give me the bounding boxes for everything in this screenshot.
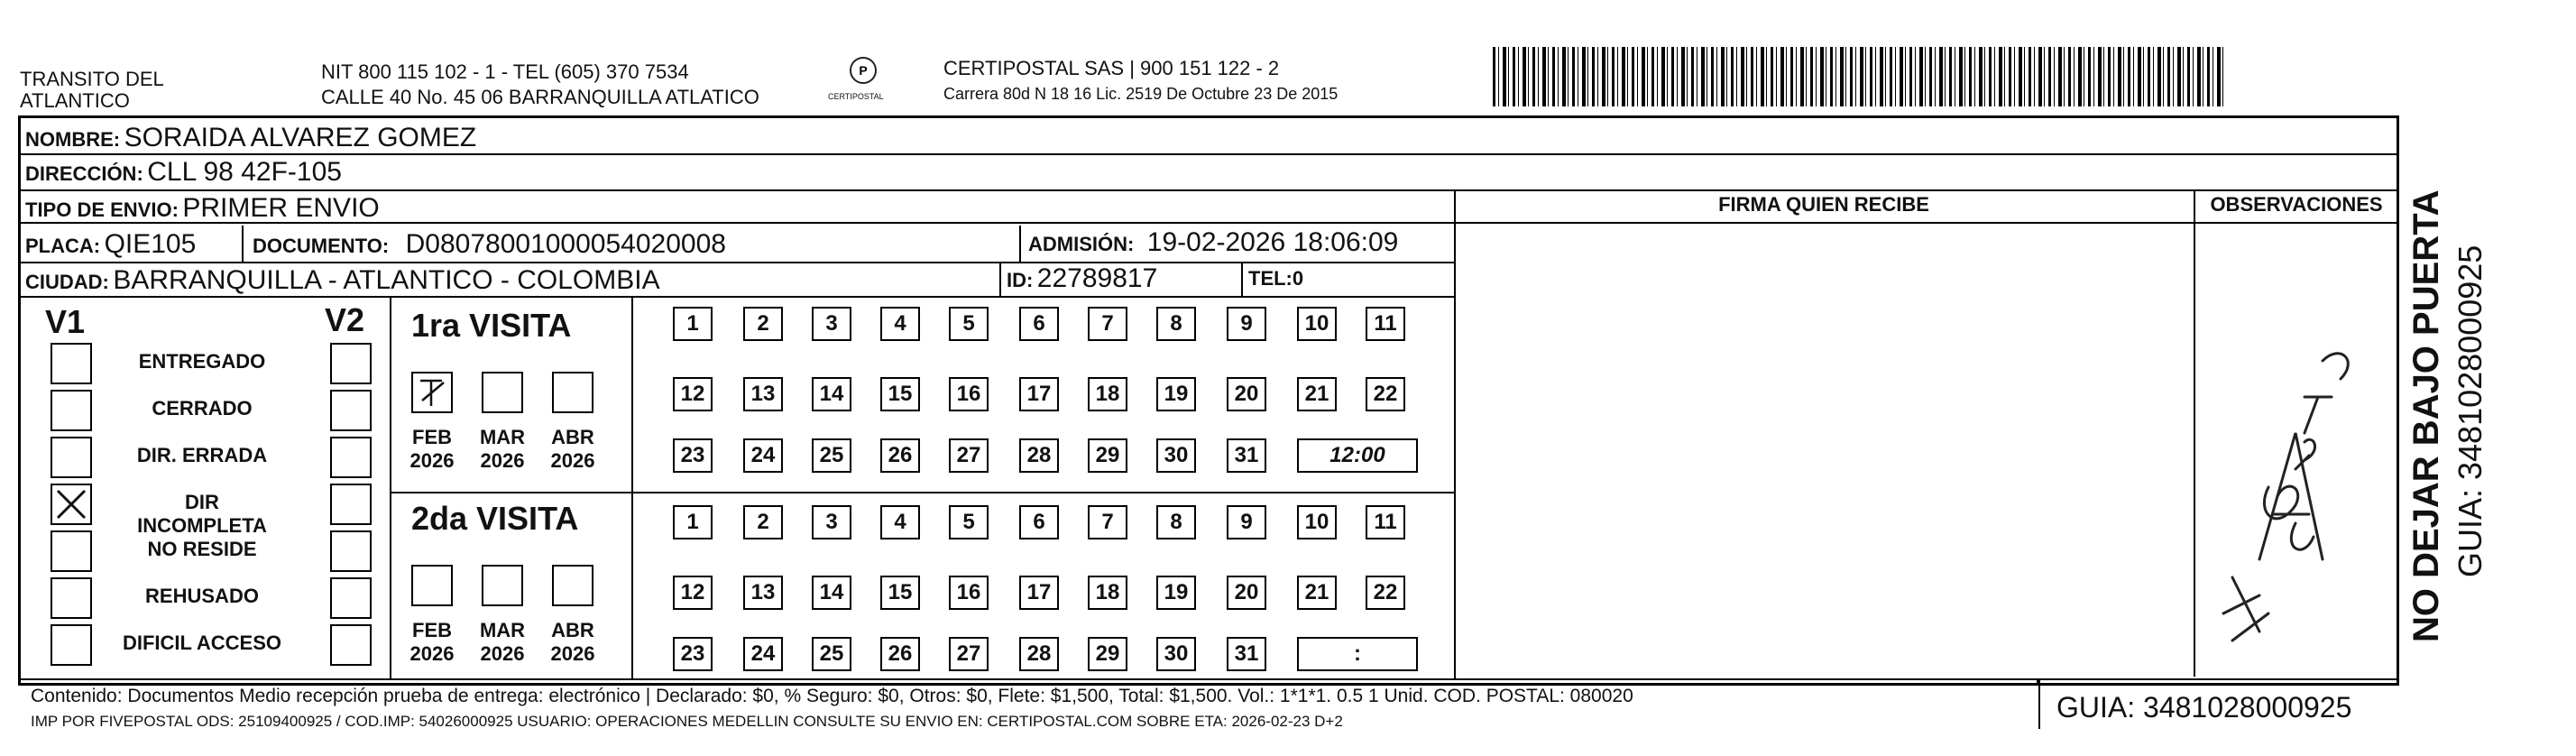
month-year: 2026: [409, 449, 455, 472]
first-visit-day-box[interactable]: 11: [1366, 307, 1405, 341]
month-year: 2026: [480, 642, 525, 665]
second-visit-day-box[interactable]: 2: [743, 505, 783, 539]
second-visit-day-box[interactable]: 20: [1227, 576, 1266, 610]
month-year: 2026: [480, 449, 525, 472]
sender-line2: ATLANTICO: [20, 89, 130, 112]
id-value: 22789817: [1036, 263, 1158, 293]
tel-row: [1248, 267, 1303, 290]
second-visit-day-box[interactable]: 30: [1156, 637, 1196, 671]
first-visit-day-box[interactable]: 19: [1156, 377, 1196, 411]
month-name: ABR: [551, 426, 594, 448]
id-label: ID:: [1007, 269, 1034, 291]
second-visit-day-box[interactable]: 15: [880, 576, 920, 610]
second-visit-label: 2da VISITA: [411, 500, 579, 537]
month-year: 2026: [409, 642, 455, 665]
svg-text:P: P: [859, 63, 868, 78]
v2-checkbox[interactable]: [330, 484, 372, 525]
ciudad-row: [25, 265, 660, 296]
second-visit-day-box[interactable]: 31: [1227, 637, 1266, 671]
observaciones-header: OBSERVACIONES: [2210, 193, 2383, 216]
first-visit-day-box[interactable]: 7: [1088, 307, 1127, 341]
v2-checkbox[interactable]: [330, 577, 372, 619]
ciudad-value: BARRANQUILLA - ATLANTICO - COLOMBIA: [113, 265, 660, 295]
second-visit-day-box[interactable]: 24: [743, 637, 783, 671]
v1-label: V1: [45, 303, 86, 340]
second-visit-day-box[interactable]: 21: [1297, 576, 1337, 610]
second-visit-month-checkbox[interactable]: [411, 565, 453, 606]
first-visit-day-box[interactable]: 12: [673, 377, 713, 411]
second-visit-day-box[interactable]: 23: [673, 637, 713, 671]
tel-value: 0: [1292, 267, 1304, 290]
v1-checkbox[interactable]: [51, 530, 92, 572]
first-visit-month-checkbox[interactable]: [482, 372, 523, 413]
tipo-row: [25, 193, 380, 224]
placa-row: [25, 229, 196, 260]
first-visit-day-box[interactable]: 20: [1227, 377, 1266, 411]
first-visit-time-box[interactable]: 12:00: [1297, 438, 1418, 473]
second-visit-day-box[interactable]: 8: [1156, 505, 1196, 539]
v1-checkbox[interactable]: [51, 390, 92, 431]
nombre-label: NOMBRE:: [25, 128, 121, 151]
month-name: FEB: [412, 426, 452, 448]
v2-checkbox[interactable]: [330, 624, 372, 666]
sender-nit: NIT 800 115 102 - 1 - TEL (605) 370 7534: [321, 60, 689, 83]
second-visit-day-box[interactable]: 25: [812, 637, 851, 671]
first-visit-day-box[interactable]: 10: [1297, 307, 1337, 341]
second-visit-day-box[interactable]: 1: [673, 505, 713, 539]
second-visit-month-label: [405, 619, 459, 666]
first-visit-day-box[interactable]: 26: [880, 438, 920, 473]
month-year: 2026: [550, 642, 595, 665]
second-visit-day-box[interactable]: 9: [1227, 505, 1266, 539]
nombre-row: [25, 123, 476, 153]
first-visit-day-box[interactable]: 21: [1297, 377, 1337, 411]
first-visit-month-checkbox[interactable]: [411, 372, 453, 413]
nombre-value: SORAIDA ALVAREZ GOMEZ: [124, 123, 477, 152]
sender-line1: TRANSITO DEL: [20, 68, 164, 90]
tel-label: TEL:: [1248, 267, 1293, 290]
firma-header: FIRMA QUIEN RECIBE: [1718, 193, 1929, 216]
logo-text: CERTIPOSTAL: [828, 92, 884, 101]
v1-checkbox[interactable]: [51, 484, 92, 525]
month-name: FEB: [412, 619, 452, 641]
status-label: DIFICIL ACCESO: [122, 632, 281, 654]
first-visit-day-box[interactable]: 22: [1366, 377, 1405, 411]
id-row: [1007, 263, 1157, 294]
v1-checkbox[interactable]: [51, 437, 92, 478]
first-visit-month-label: [405, 426, 459, 473]
first-visit-day-box[interactable]: 31: [1227, 438, 1266, 473]
first-visit-day-box[interactable]: 23: [673, 438, 713, 473]
first-visit-day-box[interactable]: 28: [1019, 438, 1059, 473]
certipostal-logo: [839, 56, 888, 92]
v1-checkbox[interactable]: [51, 577, 92, 619]
placa-label: PLACA:: [25, 235, 101, 257]
sender-address: CALLE 40 No. 45 06 BARRANQUILLA ATLATICO: [321, 86, 759, 108]
documento-value: D08078001000054020008: [405, 229, 726, 259]
documento-row: [253, 229, 726, 260]
first-visit-month-label: [546, 426, 600, 473]
status-label: DIR. ERRADA: [136, 444, 268, 466]
v2-checkbox[interactable]: [330, 390, 372, 431]
admision-row: [1028, 227, 1398, 258]
ciudad-label: CIUDAD:: [25, 271, 109, 293]
first-visit-day-box[interactable]: 16: [949, 377, 989, 411]
second-visit-day-box[interactable]: 3: [812, 505, 851, 539]
side-guia: GUIA: 3481028000925: [2452, 244, 2489, 577]
first-visit-day-box[interactable]: 13: [743, 377, 783, 411]
direccion-value: CLL 98 42F-105: [147, 157, 342, 187]
footer-contenido: Contenido: Documentos Medio recepción prueba de entrega: electrónico | Declarado: $0, % Seguro: $0, Otros: $0, Flete: $1,500, Total: $1,500. Vol.: 1*1*1. 0.5 1 Unid. COD. POSTAL: 080020: [31, 686, 1633, 706]
first-visit-day-box[interactable]: 18: [1088, 377, 1127, 411]
second-visit-day-box[interactable]: 13: [743, 576, 783, 610]
v2-checkbox[interactable]: [330, 437, 372, 478]
admision-value: 19-02-2026 18:06:09: [1146, 227, 1399, 257]
first-visit-month-label: [475, 426, 529, 473]
first-visit-day-box[interactable]: 9: [1227, 307, 1266, 341]
tipo-label: TIPO DE ENVIO:: [25, 198, 179, 221]
second-visit-day-box[interactable]: 18: [1088, 576, 1127, 610]
first-visit-day-box[interactable]: 3: [812, 307, 851, 341]
second-visit-day-box[interactable]: 27: [949, 637, 989, 671]
second-visit-day-box[interactable]: 14: [812, 576, 851, 610]
second-visit-day-box[interactable]: 17: [1019, 576, 1059, 610]
footer-imp: IMP POR FIVEPOSTAL ODS: 25109400925 / COD.IMP: 54026000925 USUARIO: OPERACIONES MEDELLIN CONSULTE SU ENVIO EN: CERTIPOSTAL.COM SOBRE ETA: 2026-02-23 D+2: [31, 713, 1343, 730]
v2-checkbox[interactable]: [330, 530, 372, 572]
v1-checkbox[interactable]: [51, 343, 92, 384]
second-visit-day-box[interactable]: 7: [1088, 505, 1127, 539]
second-visit-day-box[interactable]: 6: [1019, 505, 1059, 539]
carrier-name: CERTIPOSTAL SAS | 900 151 122 - 2: [943, 57, 1280, 79]
first-visit-day-box[interactable]: 5: [949, 307, 989, 341]
first-visit-day-box[interactable]: 4: [880, 307, 920, 341]
admision-label: ADMISIÓN:: [1028, 233, 1135, 255]
v2-label: V2: [325, 301, 365, 338]
documento-label: DOCUMENTO:: [253, 235, 390, 257]
month-name: MAR: [479, 619, 526, 641]
month-name: ABR: [551, 619, 594, 641]
no-dejar-label: NO DEJAR BAJO PUERTA: [2406, 189, 2446, 642]
second-visit-day-box[interactable]: 12: [673, 576, 713, 610]
status-label: REHUSADO: [145, 585, 259, 607]
first-visit-day-box[interactable]: 29: [1088, 438, 1127, 473]
second-visit-month-label: [546, 619, 600, 666]
first-visit-day-box[interactable]: 15: [880, 377, 920, 411]
status-label: ENTREGADO: [138, 350, 266, 373]
second-visit-day-box[interactable]: 26: [880, 637, 920, 671]
second-visit-day-box[interactable]: 5: [949, 505, 989, 539]
first-visit-day-box[interactable]: 17: [1019, 377, 1059, 411]
second-visit-day-box[interactable]: 16: [949, 576, 989, 610]
first-visit-day-box[interactable]: 27: [949, 438, 989, 473]
first-visit-day-box[interactable]: 30: [1156, 438, 1196, 473]
month-name: MAR: [479, 426, 526, 448]
second-visit-day-box[interactable]: 4: [880, 505, 920, 539]
first-visit-day-box[interactable]: 8: [1156, 307, 1196, 341]
tipo-value: PRIMER ENVIO: [182, 193, 380, 223]
carrier-license: Carrera 80d N 18 16 Lic. 2519 De Octubre 23 De 2015: [943, 85, 1339, 103]
second-visit-day-box[interactable]: 19: [1156, 576, 1196, 610]
second-visit-day-box[interactable]: 10: [1297, 505, 1337, 539]
status-label: DIR INCOMPLETA: [137, 491, 267, 537]
second-visit-day-box[interactable]: 11: [1366, 505, 1405, 539]
barcode: [1493, 47, 2223, 106]
second-visit-month-checkbox[interactable]: [482, 565, 523, 606]
second-visit-day-box[interactable]: 29: [1088, 637, 1127, 671]
second-visit-month-label: [475, 619, 529, 666]
second-visit-time-box[interactable]: :: [1297, 637, 1418, 671]
first-visit-day-box[interactable]: 1: [673, 307, 713, 341]
first-visit-day-box[interactable]: 2: [743, 307, 783, 341]
second-visit-day-box[interactable]: 28: [1019, 637, 1059, 671]
first-visit-day-box[interactable]: 6: [1019, 307, 1059, 341]
direccion-row: [25, 157, 342, 188]
first-visit-day-box[interactable]: 24: [743, 438, 783, 473]
month-year: 2026: [550, 449, 595, 472]
observaciones-handwriting: [2205, 343, 2386, 650]
first-visit-day-box[interactable]: 25: [812, 438, 851, 473]
footer-guia: GUIA: 3481028000925: [2056, 691, 2352, 724]
second-visit-month-checkbox[interactable]: [552, 565, 593, 606]
status-label: NO RESIDE: [147, 538, 257, 560]
direccion-label: DIRECCIÓN:: [25, 162, 143, 185]
v1-checkbox[interactable]: [51, 624, 92, 666]
v2-checkbox[interactable]: [330, 343, 372, 384]
placa-value: QIE105: [104, 229, 197, 259]
status-label: CERRADO: [152, 397, 253, 419]
second-visit-day-box[interactable]: 22: [1366, 576, 1405, 610]
first-visit-month-checkbox[interactable]: [552, 372, 593, 413]
first-visit-day-box[interactable]: 14: [812, 377, 851, 411]
first-visit-label: 1ra VISITA: [411, 307, 572, 344]
